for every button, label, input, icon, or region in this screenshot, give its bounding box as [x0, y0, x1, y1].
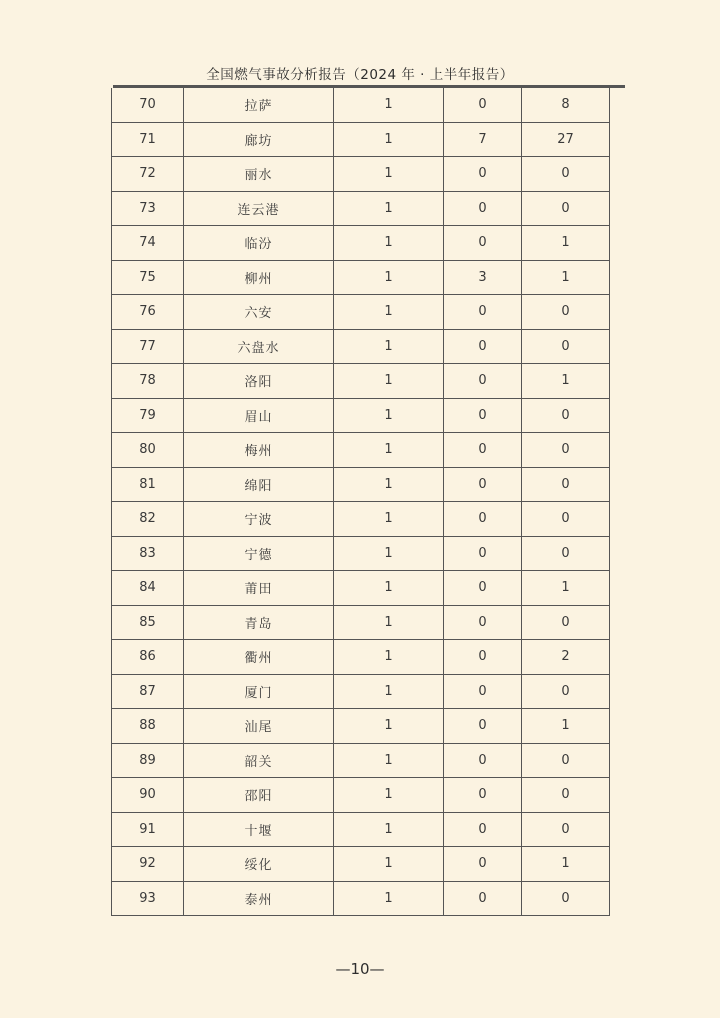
value-cell-2: 0 [444, 226, 522, 261]
table-row [112, 157, 610, 192]
city-cell: 厦门 [184, 674, 334, 709]
value-cell-1: 1 [334, 640, 444, 675]
value-cell-2: 0 [444, 812, 522, 847]
city-cell: 眉山 [184, 398, 334, 433]
value-cell-2: 0 [444, 191, 522, 226]
city-cell: 拉萨 [184, 88, 334, 122]
value-cell-2: 0 [444, 709, 522, 744]
city-cell: 绥化 [184, 847, 334, 882]
value-cell-2: 7 [444, 122, 522, 157]
value-cell-1: 1 [334, 191, 444, 226]
value-cell-2: 0 [444, 536, 522, 571]
table-row [112, 640, 610, 675]
value-cell-3: 0 [522, 329, 610, 364]
value-cell-2: 0 [444, 433, 522, 468]
value-cell-1: 1 [334, 329, 444, 364]
row-number-cell: 83 [112, 536, 184, 571]
value-cell-3: 0 [522, 398, 610, 433]
value-cell-1: 1 [334, 88, 444, 122]
table-row [112, 743, 610, 778]
value-cell-1: 1 [334, 709, 444, 744]
table-row [112, 191, 610, 226]
value-cell-3: 0 [522, 743, 610, 778]
city-cell: 梅州 [184, 433, 334, 468]
city-cell: 泰州 [184, 881, 334, 916]
value-cell-2: 0 [444, 605, 522, 640]
row-number-cell: 90 [112, 778, 184, 813]
table-row [112, 329, 610, 364]
city-cell: 衢州 [184, 640, 334, 675]
table-row [112, 847, 610, 882]
value-cell-3: 1 [522, 260, 610, 295]
value-cell-2: 0 [444, 571, 522, 606]
city-cell: 廊坊 [184, 122, 334, 157]
city-cell: 十堰 [184, 812, 334, 847]
value-cell-1: 1 [334, 364, 444, 399]
table-row [112, 605, 610, 640]
row-number-cell: 75 [112, 260, 184, 295]
city-cell: 洛阳 [184, 364, 334, 399]
row-number-cell: 77 [112, 329, 184, 364]
value-cell-2: 0 [444, 157, 522, 192]
value-cell-1: 1 [334, 226, 444, 261]
city-cell: 邵阳 [184, 778, 334, 813]
value-cell-1: 1 [334, 467, 444, 502]
table-row [112, 88, 610, 122]
table-row [112, 571, 610, 606]
value-cell-1: 1 [334, 847, 444, 882]
row-number-cell: 85 [112, 605, 184, 640]
statistics-table [111, 88, 610, 916]
city-cell: 汕尾 [184, 709, 334, 744]
value-cell-1: 1 [334, 605, 444, 640]
table-row [112, 398, 610, 433]
row-number-cell: 78 [112, 364, 184, 399]
value-cell-3: 0 [522, 778, 610, 813]
row-number-cell: 74 [112, 226, 184, 261]
row-number-cell: 72 [112, 157, 184, 192]
row-number-cell: 89 [112, 743, 184, 778]
city-cell: 六安 [184, 295, 334, 330]
table-row [112, 812, 610, 847]
value-cell-3: 1 [522, 709, 610, 744]
city-cell: 宁波 [184, 502, 334, 537]
value-cell-3: 27 [522, 122, 610, 157]
value-cell-2: 0 [444, 364, 522, 399]
city-cell: 青岛 [184, 605, 334, 640]
table-row [112, 364, 610, 399]
value-cell-2: 0 [444, 398, 522, 433]
value-cell-3: 1 [522, 571, 610, 606]
city-cell: 莆田 [184, 571, 334, 606]
row-number-cell: 87 [112, 674, 184, 709]
city-cell: 连云港 [184, 191, 334, 226]
value-cell-3: 0 [522, 881, 610, 916]
value-cell-3: 0 [522, 674, 610, 709]
table-row [112, 502, 610, 537]
value-cell-2: 0 [444, 467, 522, 502]
city-cell: 六盘水 [184, 329, 334, 364]
table-row [112, 881, 610, 916]
page-header-title: 全国燃气事故分析报告（2024 年 · 上半年报告） [206, 67, 514, 83]
table-row [112, 536, 610, 571]
row-number-cell: 82 [112, 502, 184, 537]
city-cell: 丽水 [184, 157, 334, 192]
row-number-cell: 88 [112, 709, 184, 744]
table-row [112, 674, 610, 709]
row-number-cell: 92 [112, 847, 184, 882]
table-row [112, 433, 610, 468]
value-cell-2: 0 [444, 502, 522, 537]
row-number-cell: 71 [112, 122, 184, 157]
value-cell-2: 0 [444, 778, 522, 813]
row-number-cell: 80 [112, 433, 184, 468]
city-cell: 韶关 [184, 743, 334, 778]
value-cell-1: 1 [334, 398, 444, 433]
value-cell-1: 1 [334, 122, 444, 157]
value-cell-3: 8 [522, 88, 610, 122]
value-cell-3: 0 [522, 536, 610, 571]
value-cell-1: 1 [334, 778, 444, 813]
table-row [112, 709, 610, 744]
row-number-cell: 86 [112, 640, 184, 675]
row-number-cell: 81 [112, 467, 184, 502]
value-cell-3: 0 [522, 605, 610, 640]
value-cell-3: 1 [522, 226, 610, 261]
value-cell-2: 0 [444, 88, 522, 122]
row-number-cell: 76 [112, 295, 184, 330]
table-body [112, 88, 610, 916]
city-cell: 柳州 [184, 260, 334, 295]
table-row [112, 226, 610, 261]
table-row [112, 122, 610, 157]
value-cell-2: 0 [444, 295, 522, 330]
city-cell: 临汾 [184, 226, 334, 261]
value-cell-3: 0 [522, 812, 610, 847]
row-number-cell: 70 [112, 88, 184, 122]
value-cell-1: 1 [334, 536, 444, 571]
value-cell-1: 1 [334, 743, 444, 778]
city-cell: 宁德 [184, 536, 334, 571]
row-number-cell: 93 [112, 881, 184, 916]
value-cell-1: 1 [334, 157, 444, 192]
value-cell-3: 0 [522, 433, 610, 468]
value-cell-2: 0 [444, 881, 522, 916]
value-cell-1: 1 [334, 502, 444, 537]
value-cell-1: 1 [334, 433, 444, 468]
value-cell-2: 0 [444, 329, 522, 364]
value-cell-3: 0 [522, 467, 610, 502]
value-cell-3: 0 [522, 295, 610, 330]
value-cell-3: 0 [522, 502, 610, 537]
row-number-cell: 84 [112, 571, 184, 606]
row-number-cell: 91 [112, 812, 184, 847]
value-cell-2: 3 [444, 260, 522, 295]
value-cell-1: 1 [334, 674, 444, 709]
row-number-cell: 79 [112, 398, 184, 433]
table-row [112, 295, 610, 330]
city-cell: 绵阳 [184, 467, 334, 502]
value-cell-1: 1 [334, 260, 444, 295]
value-cell-3: 0 [522, 191, 610, 226]
value-cell-1: 1 [334, 571, 444, 606]
value-cell-2: 0 [444, 640, 522, 675]
value-cell-3: 2 [522, 640, 610, 675]
value-cell-1: 1 [334, 295, 444, 330]
value-cell-3: 1 [522, 364, 610, 399]
value-cell-3: 1 [522, 847, 610, 882]
page-number: —10— [335, 960, 385, 978]
value-cell-1: 1 [334, 812, 444, 847]
value-cell-2: 0 [444, 674, 522, 709]
table-row [112, 467, 610, 502]
table-row [112, 260, 610, 295]
value-cell-1: 1 [334, 881, 444, 916]
value-cell-3: 0 [522, 157, 610, 192]
table-row [112, 778, 610, 813]
value-cell-2: 0 [444, 743, 522, 778]
row-number-cell: 73 [112, 191, 184, 226]
value-cell-2: 0 [444, 847, 522, 882]
